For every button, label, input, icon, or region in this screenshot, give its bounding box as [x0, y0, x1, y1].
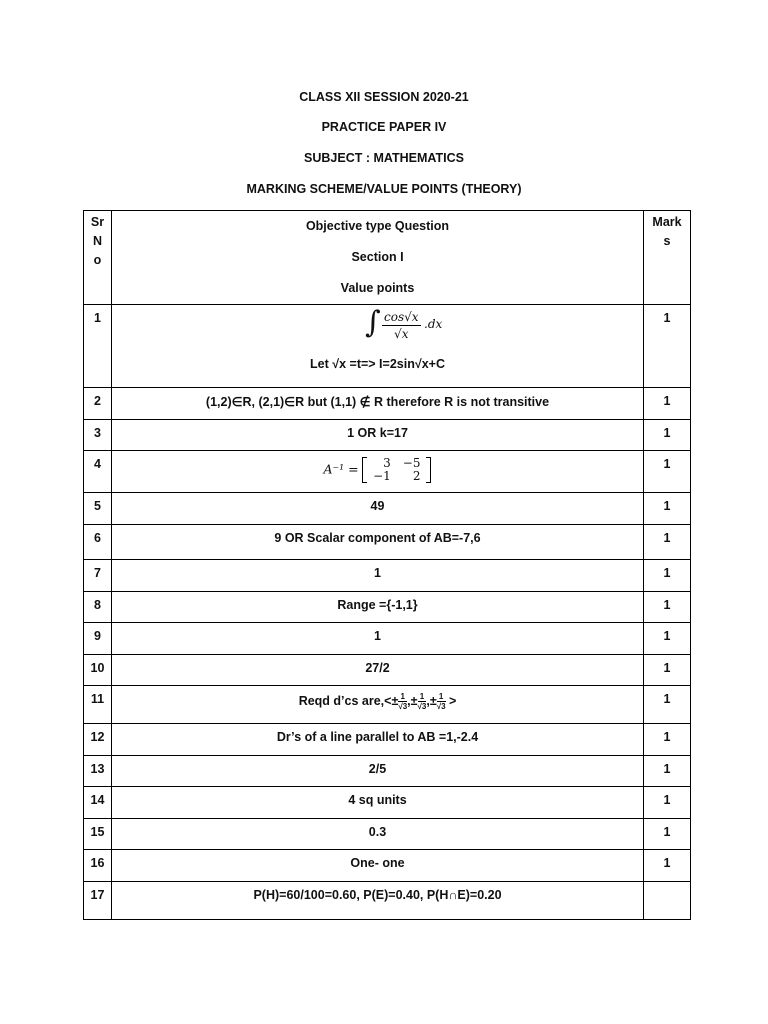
- row-value-point: 1: [112, 623, 644, 655]
- doc-class-session: CLASS XII SESSION 2020-21: [299, 90, 469, 104]
- row-marks: 1: [644, 560, 691, 592]
- matrix-cell: −1: [373, 469, 391, 483]
- row-sr: 4: [84, 451, 112, 493]
- inverse-matrix: [362, 457, 431, 483]
- matrix-cell: 2: [412, 469, 421, 483]
- table-row: [84, 756, 691, 787]
- doc-subject: SUBJECT : MATHEMATICS: [304, 151, 464, 165]
- integral-expression: ∫ $\frac{\cos√x}{√x}$ .dx: [365, 305, 443, 341]
- table-row: [84, 493, 691, 525]
- row-sr: 10: [84, 655, 112, 686]
- row-sr: 15: [84, 819, 112, 850]
- header-value-points: Value points: [340, 281, 415, 295]
- integral-sign: ∫: [365, 305, 381, 340]
- row-marks: 1: [644, 819, 691, 850]
- table-header-row: [84, 211, 691, 305]
- row-text: Let √x =t=> I=2sin√x+C: [310, 357, 445, 371]
- marking-scheme-table: [83, 210, 691, 920]
- table-row: [84, 655, 691, 686]
- row-sr: 12: [84, 724, 112, 756]
- row-sr: 7: [84, 560, 112, 592]
- row-value-point: [112, 305, 644, 388]
- row-sr: 16: [84, 850, 112, 882]
- row-value-point: [112, 525, 644, 560]
- header-sr-no: Sr N o: [84, 211, 112, 305]
- header-question: [112, 211, 644, 305]
- dcs-fraction: $\frac{1}{√3}$: [417, 692, 427, 711]
- row-marks: 1: [644, 686, 691, 724]
- doc-scheme-title: MARKING SCHEME/VALUE POINTS (THEORY): [246, 182, 522, 196]
- table-row: [84, 451, 691, 493]
- header-question-type: Objective type Question: [305, 219, 450, 233]
- header-section: Section I: [351, 250, 404, 264]
- row-value-point: Dr’s of a line parallel to AB =1,-2.4: [112, 724, 644, 756]
- matrix-cell: −5: [402, 456, 421, 470]
- row-value-point: 4 sq units: [112, 787, 644, 819]
- row-marks: 1: [644, 724, 691, 756]
- row-marks: 1: [644, 850, 691, 882]
- row-sr: 9: [84, 623, 112, 655]
- row-sr: 11: [84, 686, 112, 724]
- row-marks: [644, 882, 691, 920]
- table-row: [84, 819, 691, 850]
- table-row: [84, 724, 691, 756]
- row-marks: 1: [644, 592, 691, 623]
- row-value-point: [112, 451, 644, 493]
- table-row: [84, 525, 691, 560]
- row-sr: 8: [84, 592, 112, 623]
- table-row: [84, 882, 691, 920]
- row-sr: 6: [84, 525, 112, 560]
- row-sr: 5: [84, 493, 112, 525]
- row-sr: 2: [84, 388, 112, 420]
- dcs-fraction: $\frac{1}{√3}$: [436, 692, 446, 711]
- row-marks: 1: [644, 420, 691, 451]
- row-marks: 1: [644, 655, 691, 686]
- row-sr: 14: [84, 787, 112, 819]
- table-row: [84, 388, 691, 420]
- dcs-text: Reqd d’cs are,<: [298, 693, 392, 708]
- row-value-point: Range ={-1,1}: [112, 592, 644, 623]
- matrix-cell: 3: [383, 456, 391, 470]
- row-marks: 1: [644, 305, 691, 388]
- row-marks: 1: [644, 787, 691, 819]
- table-row: [84, 420, 691, 451]
- row-value-point: [112, 882, 644, 920]
- row-value-point: (1,2)∈R, (2,1)∈R but (1,1) ∉ R therefore R is not transitive: [112, 388, 644, 420]
- inverse-label: A⁻¹ =: [323, 461, 359, 477]
- row-value-point: 1 OR k=17: [112, 420, 644, 451]
- row-sr: 3: [84, 420, 112, 451]
- table-row: [84, 623, 691, 655]
- row-sr: 17: [84, 882, 112, 920]
- row-sr: 13: [84, 756, 112, 787]
- row-marks: 1: [644, 525, 691, 560]
- row-value-point: Reqd d’cs are,<± $\frac{1}{√3}$ ,± $\frac{1}{√3}$ ,± $\frac{1}{√3}$ >: [112, 686, 644, 724]
- table-row: [84, 686, 691, 724]
- row-marks: 1: [644, 493, 691, 525]
- scalar-component-text: 9 OR Scalar component of AB=-7,6: [274, 531, 481, 545]
- dcs-fraction: $\frac{1}{√3}$: [398, 692, 408, 711]
- table-row: [84, 592, 691, 623]
- row-marks: 1: [644, 388, 691, 420]
- table-row: [84, 850, 691, 882]
- row-value-point: 49: [112, 493, 644, 525]
- row-marks: 1: [644, 451, 691, 493]
- row-sr: 1: [84, 305, 112, 388]
- row-marks: 1: [644, 756, 691, 787]
- row-value-point: 2/5: [112, 756, 644, 787]
- probability-text: P(H)=60/100=0.60, P(E)=0.40, P(H∩E)=0.20: [253, 888, 502, 902]
- integral-fraction: $\frac{\cos√x}{√x}$: [384, 310, 419, 341]
- row-marks: 1: [644, 623, 691, 655]
- doc-paper-title: PRACTICE PAPER IV: [321, 120, 447, 134]
- table-row: [84, 560, 691, 592]
- table-row: [84, 305, 691, 388]
- row-value-point: 1: [112, 560, 644, 592]
- header-marks: Mark s: [644, 211, 691, 305]
- table-row: [84, 787, 691, 819]
- row-value-point: One- one: [112, 850, 644, 882]
- row-value-point: 27/2: [112, 655, 644, 686]
- row-value-point: 0.3: [112, 819, 644, 850]
